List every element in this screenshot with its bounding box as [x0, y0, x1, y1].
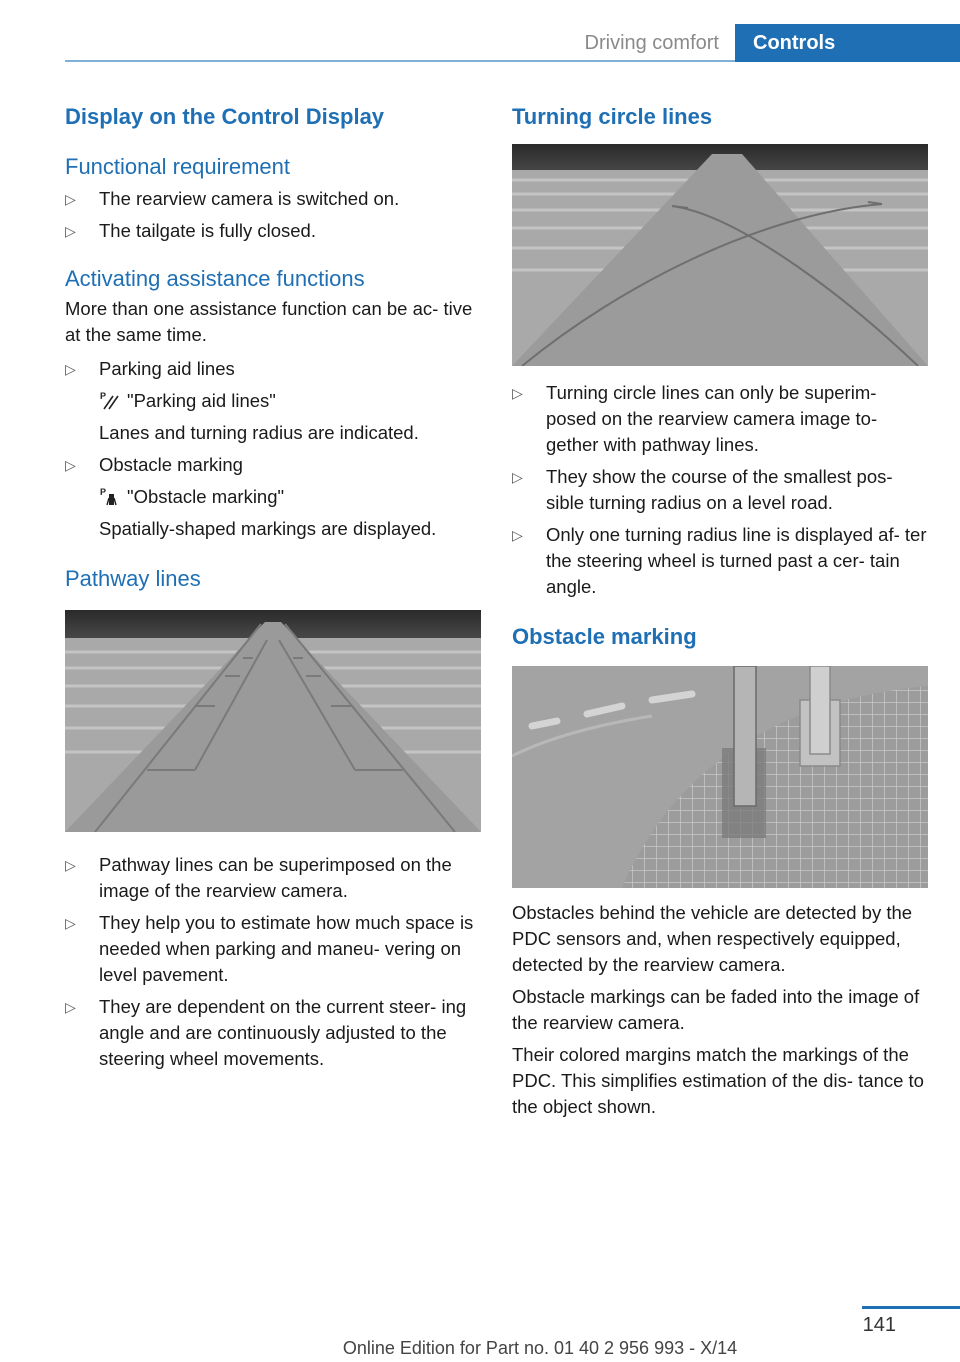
footer-edition-text: Online Edition for Part no. 01 40 2 956 993 - X/14	[342, 1338, 738, 1358]
turning-circle-illustration	[512, 144, 928, 366]
heading-display-control: Display on the Control Display	[65, 104, 385, 129]
activate-intro-text: More than one assistance function can be ac- tive at the same time.	[65, 298, 473, 345]
page-header	[0, 0, 960, 62]
heading-pathway-lines: Pathway lines	[65, 566, 201, 591]
assist-menu-label: "Obstacle marking"	[127, 486, 285, 507]
heading-functional-requirement: Functional requirement	[65, 154, 291, 179]
heading-activating-assistance: Activating assistance functions	[65, 266, 365, 291]
header-section-title: Driving comfort	[584, 32, 719, 54]
assist-label: ▷ Obstacle marking	[99, 454, 243, 475]
obstacle-marking-icon	[99, 486, 121, 506]
obstacle-paragraph: Their colored margins match the markings of the PDC. This simplifies estimation of the dis- tance to the object shown.	[512, 1044, 924, 1117]
functional-requirement-list	[65, 186, 483, 244]
list-item: ▷ Only one turning radius line is displayed af- ter the steering wheel is turned past a cer- tain angle.	[512, 522, 928, 600]
heading-obstacle-marking: Obstacle marking	[512, 624, 697, 649]
list-item: ▷ The rearview camera is switched on.	[65, 186, 483, 212]
header-chapter-tab: Controls	[735, 24, 960, 62]
pathway-lines-figure	[65, 610, 481, 832]
list-item: ▷ They help you to estimate how much space is needed when parking and maneu- vering on level pavement.	[65, 910, 483, 988]
turning-circle-list	[512, 380, 928, 600]
obstacle-marking-illustration	[512, 666, 928, 888]
list-item	[65, 356, 483, 446]
list-item: ▷ Turning circle lines can only be superim- posed on the rearview camera image to- gether with pathway lines.	[512, 380, 928, 458]
svg-text:P: P	[100, 487, 107, 497]
assist-menu-entry	[99, 484, 483, 510]
list-item: ▷ They show the course of the smallest pos- sible turning radius on a level road.	[512, 464, 928, 516]
left-column	[65, 100, 483, 1072]
assist-label: ▷ Parking aid lines	[99, 358, 235, 379]
list-item	[65, 452, 483, 542]
header-rule	[65, 60, 735, 62]
list-item: ▷ They are dependent on the current steer- ing angle and are continuously adjusted to the steering wheel movements.	[65, 994, 483, 1072]
page-number: 141	[862, 1314, 896, 1336]
assist-desc: Spatially-shaped markings are displayed.	[99, 518, 437, 539]
assist-menu-entry	[99, 388, 483, 414]
assistance-functions-list	[65, 356, 483, 542]
obstacle-marking-figure	[512, 666, 928, 888]
turning-circle-figure	[512, 144, 928, 366]
pathway-lines-list	[65, 852, 483, 1072]
right-column	[512, 100, 928, 1120]
list-item: ▷ The tailgate is fully closed.	[65, 218, 483, 244]
svg-text:P: P	[100, 391, 107, 401]
parking-aid-lines-icon	[99, 390, 121, 410]
assist-menu-label: "Parking aid lines"	[127, 390, 276, 411]
pathway-lines-illustration	[65, 610, 481, 832]
list-item: ▷ Pathway lines can be superimposed on the image of the rearview camera.	[65, 852, 483, 904]
footer-rule	[862, 1306, 960, 1309]
assist-desc: Lanes and turning radius are indicated.	[99, 422, 419, 443]
obstacle-paragraph: Obstacle markings can be faded into the image of the rearview camera.	[512, 986, 920, 1033]
obstacle-paragraph: Obstacles behind the vehicle are detected by the PDC sensors and, when respectively equipped, detected by the rearview camera.	[512, 902, 913, 975]
heading-turning-circle-lines: Turning circle lines	[512, 104, 713, 129]
